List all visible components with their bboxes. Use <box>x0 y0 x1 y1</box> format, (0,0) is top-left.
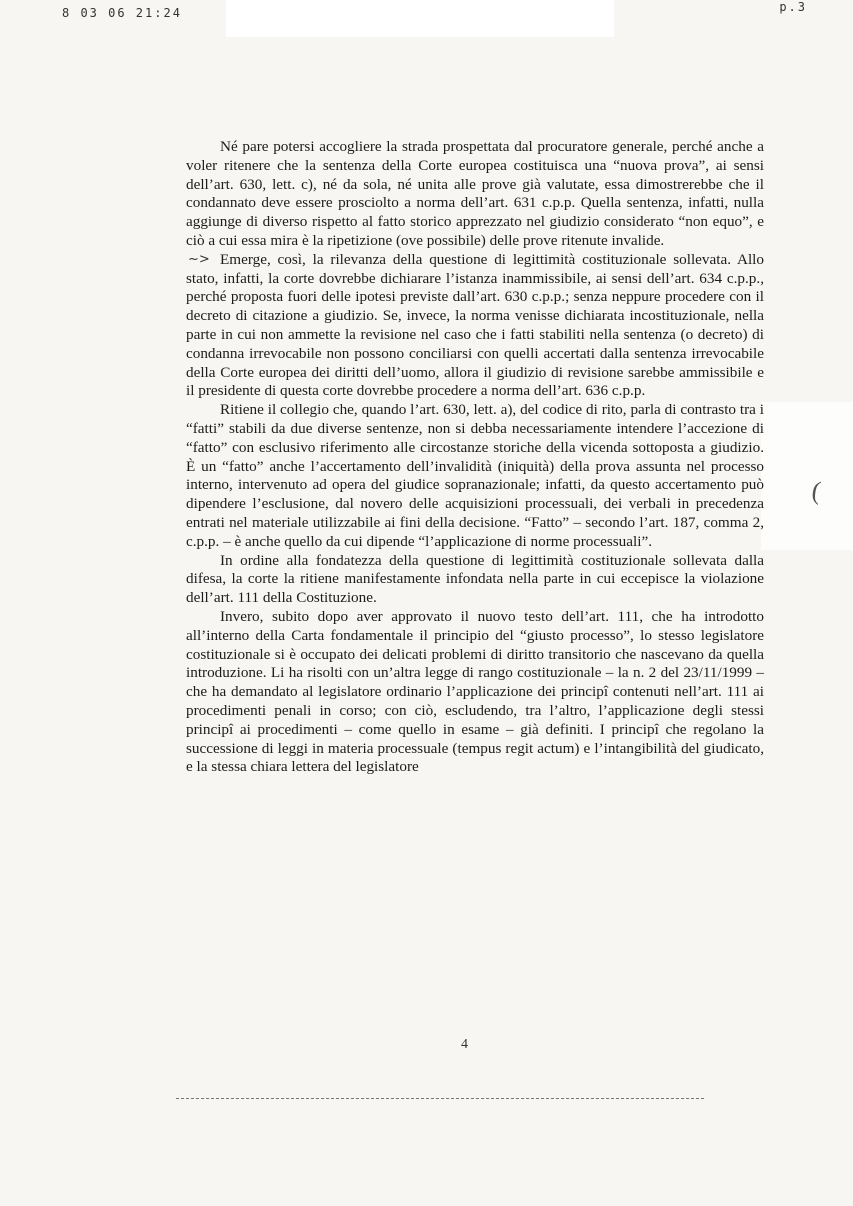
paragraph-4: In ordine alla fondatezza della questione di legittimità costituzionale sollevata dalla difesa, la corte la ritiene manifestamente infondata nella parte in cui eccepisce la violazione dell’art. 111 della Costituzione. <box>186 551 764 607</box>
paragraph-3: Ritiene il collegio che, quando l’art. 630, lett. a), del codice di rito, parla di contrasto tra i “fatti” stabili da due diverse sentenze, non si debba necessariamente intendere l’accezione di “fatto” con esclusivo riferimento alle circostanze storiche della vicenda sottoposta a giudizio. È un “fatto” anche l’accertamento dell’invalidità (iniquità) della prova assunta nel processo interno, intervenuto ad opera del giudice sopranazionale; infatti, da questo accertamento può dipendere l’esclusione, dal novero delle acquisizioni processuali, dei verbali in precedenza entrati nel materiale utilizzabile ai fini della decisione. “Fatto” – secondo l’art. 187, comma 2, c.p.p. – è anche quello da cui dipende “l’applicazione di norme processuali”. <box>186 401 764 550</box>
document-body <box>186 138 764 777</box>
page-number: 4 <box>461 1037 468 1052</box>
bottom-divider <box>176 1098 704 1099</box>
paragraph-5: Invero, subito dopo aver approvato il nuovo testo dell’art. 111, che ha introdotto all’interno della Carta fondamentale il principio del “giusto processo”, lo stesso legislatore costituzionale si è occupato dei delicati problemi di diritto transitorio che nascevano da quella introduzione. Li ha risolti con un’altra legge di rango costituzionale – la n. 2 del 23/11/1999 – che ha demandato al legislatore ordinario l’applicazione dei principî contenuti nell’art. 111 ai procedimenti penali in corso; con ciò, escludendo, tra l’altro, l’applicazione degli stessi principî ai procedimenti – come quello in esame – già definiti. I principî che regolano la successione di leggi in materia processuale (tempus regit actum) e l’intangibilità del giudicato, e la stessa chiara lettera del legislatore <box>186 607 764 776</box>
redaction-block <box>226 0 614 37</box>
fax-page-indicator: p.3 <box>779 0 807 14</box>
paragraph-1: Né pare potersi accogliere la strada prospettata dal procuratore generale, perché anche a voler ritenere che la sentenza della Corte europea costituisca una “nuova prova”, ai sensi dell’art. 630, lett. c), né da sola, né unita alle prove già valutate, essa dimostrerebbe che il condannato deve essere prosciolto a norma dell’art. 631 c.p.p. Quella sentenza, infatti, nulla aggiunge di diverso rispetto al fatto storico apprezzato nel giudizio considerato “non equo”, e ciò a cui essa mira è la ripetizione (ove possibile) delle prove ritenute invalide. <box>186 138 764 249</box>
fax-header: 8 03 06 21:24 <box>62 6 182 20</box>
paragraph-2-text: Emerge, così, la rilevanza della questione di legittimità costituzionale sollevata. Allo stato, infatti, la corte dovrebbe dichiarare l’istanza inammissibile, ai sensi dell’art. 634 c.p.p., perché proposta fuori delle ipotesi previste dall’art. 630 c.p.p.; senza neppure procedere con il decreto di citazione a giudizio. Se, invece, la norma venisse dichiarata incostituzionale, nella parte in cui non ammette la revisione nel caso che i fatti stabiliti nella sentenza (o decreto) di condanna irrevocabile non possono conciliarsi con quelli accertati dalla sentenza irrevocabile della Corte europea dei diritti dell’uomo, allora il giudizio di revisione sarebbe ammissibile e il presidente di questa corte dovrebbe procedere a norma dell’art. 636 c.p.p. <box>186 250 764 400</box>
paragraph-2 <box>186 251 764 401</box>
scan-patch <box>761 402 853 550</box>
margin-bracket-mark: ( <box>810 475 823 506</box>
pen-mark-icon: ~> <box>188 251 210 267</box>
